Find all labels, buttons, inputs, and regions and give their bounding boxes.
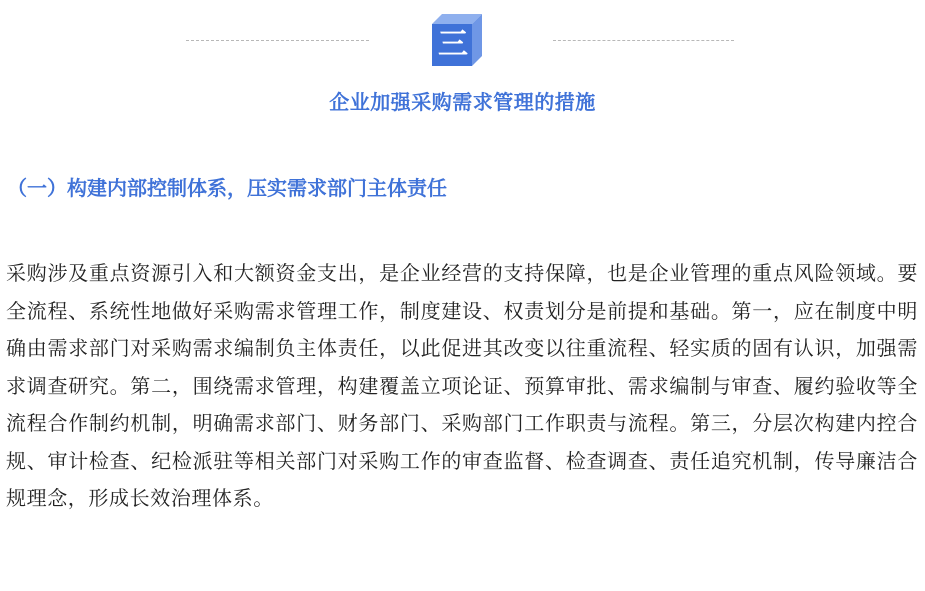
section-title: 企业加强采购需求管理的措施 — [329, 90, 596, 114]
section-header — [0, 14, 925, 66]
body-paragraph: 采购涉及重点资源引入和大额资金支出，是企业经营的支持保障，也是企业管理的重点风险领域。要全流程、系统性地做好采购需求管理工作，制度建设、权责划分是前提和基础。第一，应在制度中明确由需求部门对采购需求编制负主体责任，以此促进其改变以往重流程、轻实质的固有认识，加强需求调查研究。第二，围绕需求管理，构建覆盖立项论证、预算审批、需求编制与审查、履约验收等全流程合作制约机制，明确需求部门、财务部门、采购部门工作职责与流程。第三，分层次构建内控合规、审计检查、纪检派驻等相关部门对采购工作的审查监督、检查调查、责任追究机制，传导廉洁合规理念，形成长效治理体系。 — [6, 261, 918, 510]
subsection-title: （一）构建内部控制体系，压实需求部门主体责任 — [7, 176, 447, 200]
left-dashed-rule — [186, 40, 369, 41]
right-dashed-rule — [553, 40, 734, 41]
section-number-cube-icon — [432, 14, 482, 66]
section-number: 三 — [438, 27, 468, 62]
